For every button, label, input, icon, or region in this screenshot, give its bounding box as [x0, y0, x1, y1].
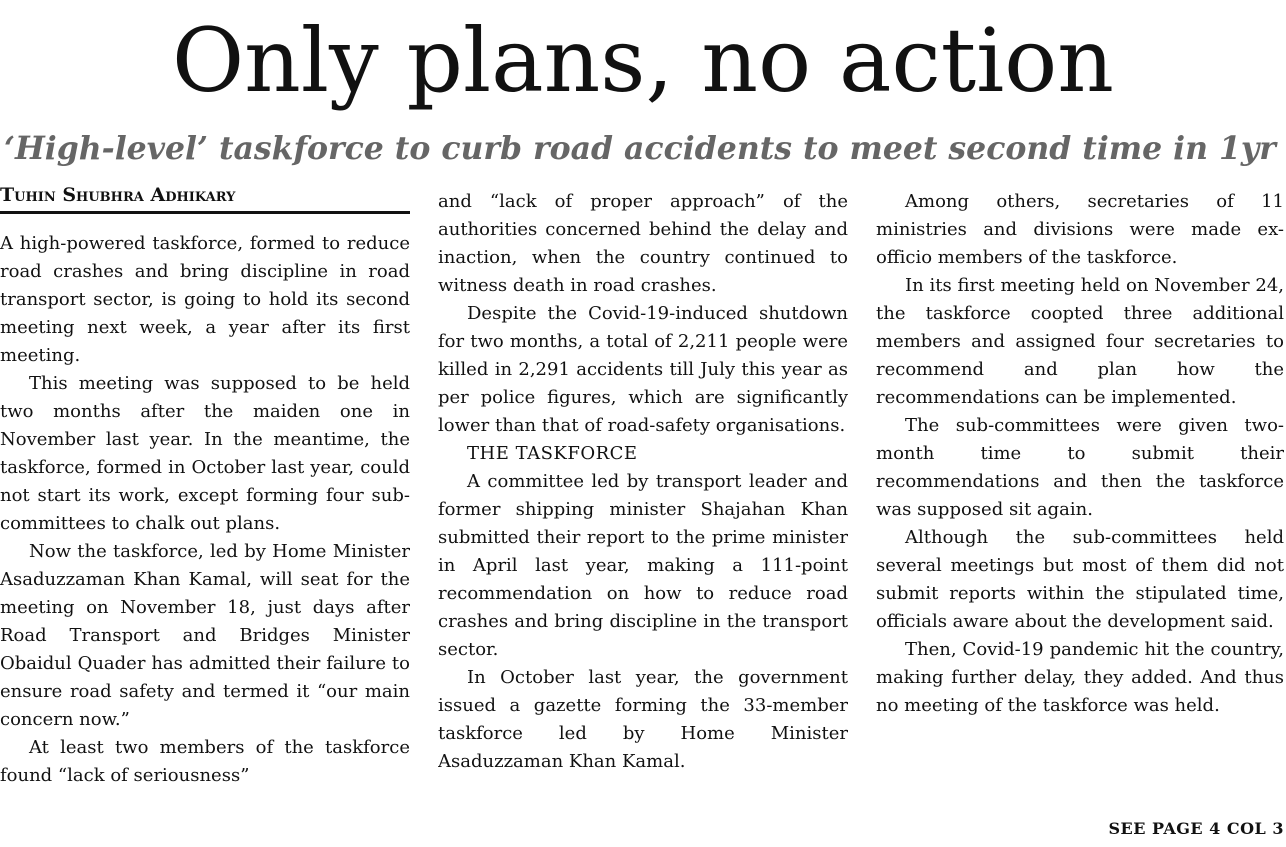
paragraph: In its first meeting held on November 24, the taskforce coopted three additional members and assigned four secretaries to recommend and plan how the recommendations can be implemented.: [876, 275, 1284, 408]
paragraph: Then, Covid-19 pandemic hit the country, making further delay, they added. And thus no meeting of the taskforce was held.: [876, 639, 1284, 716]
paragraph: The sub-committees were given two-month time to submit their recommendations and then the taskforce was supposed sit again.: [876, 415, 1284, 520]
section-subhead: THE TASKFORCE: [467, 443, 638, 464]
paragraph: This meeting was supposed to be held two months after the maiden one in November last year. In the meantime, the taskforce, formed in October last year, could not start its work, except forming four sub-committees to chalk out plans.: [0, 373, 410, 534]
headline: Only plans, no action: [172, 9, 1114, 112]
article-column-3: [876, 188, 1284, 808]
paragraph: A committee led by transport leader and former shipping minister Shajahan Khan submitted their report to the prime minister in April last year, making a 111-point recommendation on how to reduce road crashes and bring discipline in the transport sector.: [438, 471, 848, 660]
continued-jump-line: SEE PAGE 4 COL 3: [1108, 819, 1284, 838]
paragraph: A high-powered taskforce, formed to reduce road crashes and bring discipline in road transport sector, is going to hold its second meeting next week, a year after its first meeting.: [0, 233, 410, 366]
paragraph: At least two members of the taskforce found “lack of seriousness”: [0, 737, 410, 786]
paragraph: and “lack of proper approach” of the authorities concerned behind the delay and inaction, when the country continued to witness death in road crashes.: [438, 191, 848, 296]
paragraph: Among others, secretaries of 11 ministries and divisions were made ex-officio members of the taskforce.: [876, 191, 1284, 268]
paragraph: In October last year, the government issued a gazette forming the 33-member taskforce led by Home Minister Asaduzzaman Khan Kamal.: [438, 667, 848, 772]
subheadline: ‘High-level’ taskforce to curb road accidents to meet second time in 1yr: [4, 130, 1276, 167]
paragraph: Now the taskforce, led by Home Minister Asaduzzaman Khan Kamal, will seat for the meeting on November 18, just days after Road Transport and Bridges Minister Obaidul Quader has admitted their failure to ensure road safety and termed it “our main concern now.”: [0, 541, 410, 730]
article-column-1: [0, 230, 410, 847]
paragraph: Although the sub-committees held several meetings but most of them did not submit reports within the stipulated time, officials aware about the development said.: [876, 527, 1284, 632]
article-column-2: [438, 188, 848, 847]
byline: Tuhin Shubhra Adhikary: [0, 181, 410, 214]
paragraph: Despite the Covid-19-induced shutdown for two months, a total of 2,211 people were killed in 2,291 accidents till July this year as per police figures, which are significantly lower than that of road-safety organisations.: [438, 303, 848, 436]
